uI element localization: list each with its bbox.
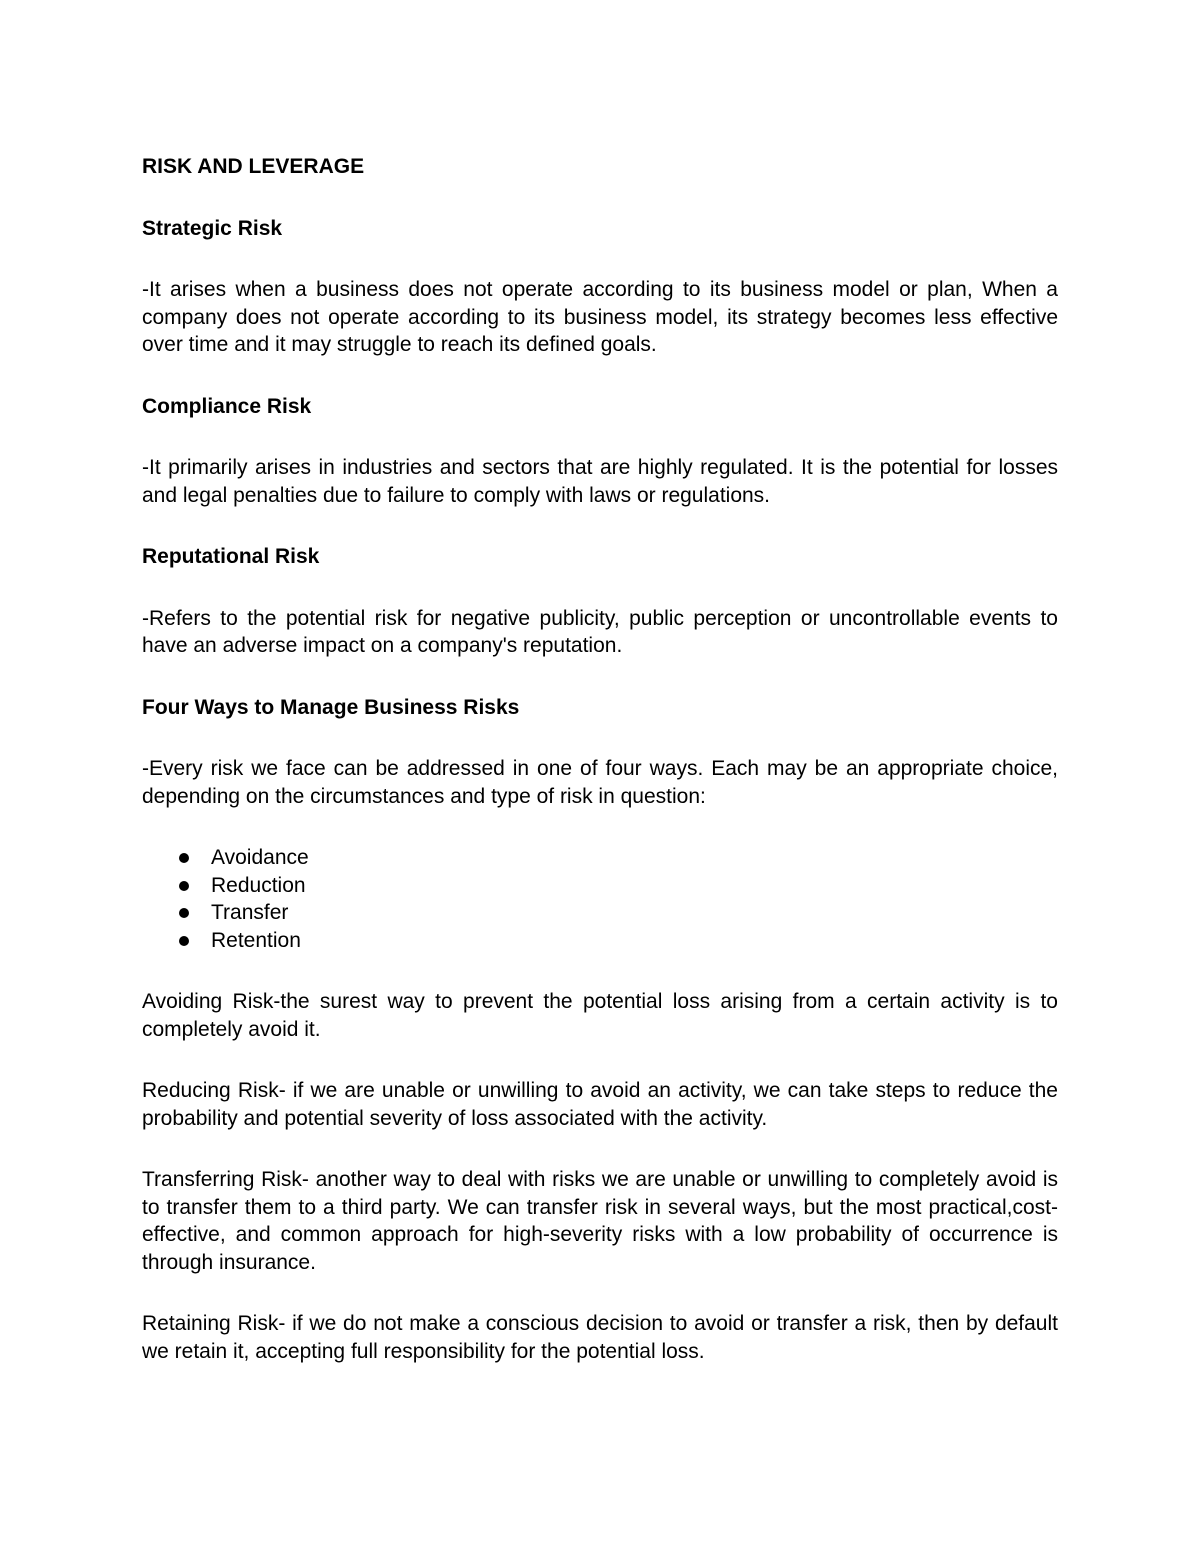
list-item [142,844,1058,872]
document-body [142,153,1058,1399]
heading-four-ways: Four Ways to Manage Business Risks [142,695,520,719]
paragraph-reputational-risk: -Refers to the potential risk for negative publicity, public perception or uncontrollable events to have an adverse impact on a company's reputation. [142,606,1058,657]
ways-bullet-list [142,844,1058,954]
paragraph-transferring-risk: Transferring Risk- another way to deal with risks we are unable or unwilling to completely avoid is to transfer them to a third party. We can transfer risk in several ways, but the most practical,cost-effective, and common approach for high-severity risks with a low probability of occurrence is through insurance. [142,1168,1058,1274]
list-item-label: Transfer [211,901,289,924]
heading-reputational-risk: Reputational Risk [142,545,320,568]
paragraph-strategic-risk: -It arises when a business does not operate according to its business model or plan, When a company does not operate according to its business model, its strategy becomes less effective over time and it may struggle to reach its defined goals. [142,278,1058,356]
bullet-icon [179,908,189,918]
list-item [142,872,1058,900]
paragraph-compliance-risk: -It primarily arises in industries and sectors that are highly regulated. It is the potential for losses and legal penalties due to failure to comply with laws or regulations. [142,456,1058,507]
paragraph-retaining-risk: Retaining Risk- if we do not make a conscious decision to avoid or transfer a risk, then by default we retain it, accepting full responsibility for the potential loss. [142,1312,1058,1363]
heading-compliance-risk: Compliance Risk [142,394,312,418]
paragraph-avoiding-risk: Avoiding Risk-the surest way to prevent the potential loss arising from a certain activity is to completely avoid it. [142,990,1058,1041]
bullet-icon [179,881,189,891]
paragraph-reducing-risk: Reducing Risk- if we are unable or unwilling to avoid an activity, we can take steps to reduce the probability and potential severity of loss associated with the activity. [142,1079,1058,1130]
list-item-label: Avoidance [211,846,309,869]
list-item [142,927,1058,955]
list-item-label: Reduction [211,873,306,897]
list-item [142,899,1058,927]
heading-strategic-risk: Strategic Risk [142,216,283,240]
list-item-label: Retention [211,928,301,952]
document-title: RISK AND LEVERAGE [142,155,365,178]
bullet-icon [179,936,189,946]
paragraph-four-ways: -Every risk we face can be addressed in one of four ways. Each may be an appropriate choice, depending on the circumstances and type of risk in question: [142,757,1058,808]
bullet-icon [179,853,189,863]
